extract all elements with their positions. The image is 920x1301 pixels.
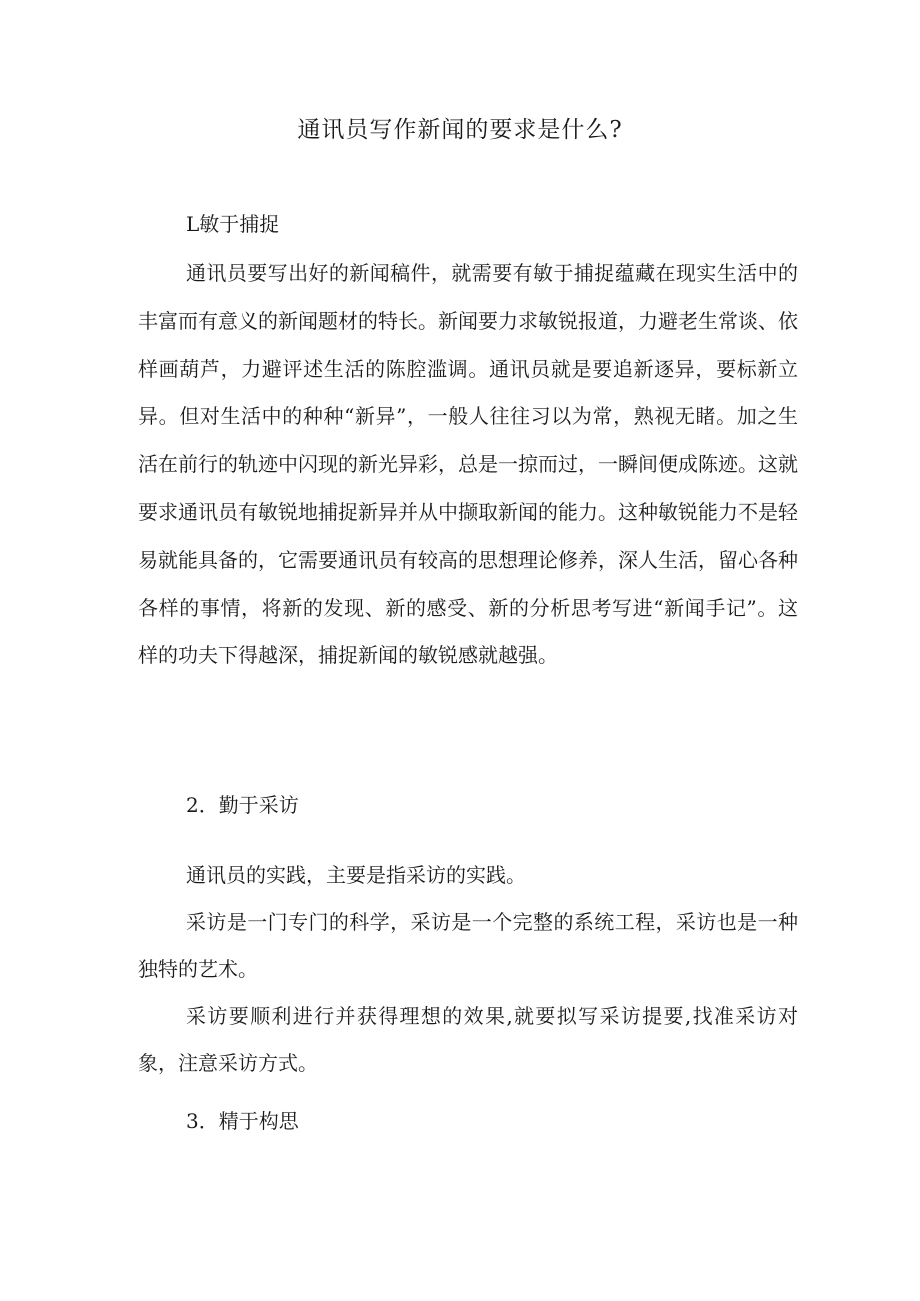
section-1-paragraph-1: 通讯员要写出好的新闻稿件，就需要有敏于捕捉蕴藏在现实生活中的丰富而有意义的新闻题材的特长。新闻要力求敏锐报道，力避老生常谈、依样画葫芦，力避评述生活的陈腔滥调。通讯员就是要追新逐异，要标新立异。但对生活中的种种“新异”，一般人往往习以为常，熟视无睹。加之生活在前行的轨迹中闪现的新光异彩，总是一掠而过，一瞬间便成陈迹。这就要求通讯员有敏锐地捕捉新异并从中撷取新闻的能力。这种敏锐能力不是轻易就能具备的，它需要通讯员有较高的思想理论修养，深人生活，留心各种各样的事情，将新的发现、新的感受、新的分析思考写进“新闻手记”。这样的功夫下得越深，捕捉新闻的敏锐感就越强。 xyxy=(138,261,798,668)
section-2-paragraph-2: 采访是一门专门的科学，采访是一个完整的系统工程，采访也是一种独特的艺术。 xyxy=(138,910,798,981)
section-2-paragraph-3: 采访要顺利进行并获得理想的效果,就要拟写采访提要,找准采访对象，注意采访方式。 xyxy=(138,1004,798,1075)
section-heading-1: L敏于捕捉 xyxy=(186,212,280,236)
section-2-paragraph-1: 通讯员的实践，主要是指采访的实践。 xyxy=(186,863,526,887)
section-heading-2: 2．勤于采访 xyxy=(186,793,299,817)
document-title: 通讯员写作新闻的要求是什么? xyxy=(297,117,623,143)
section-heading-3: 3．精于构思 xyxy=(186,1109,299,1133)
